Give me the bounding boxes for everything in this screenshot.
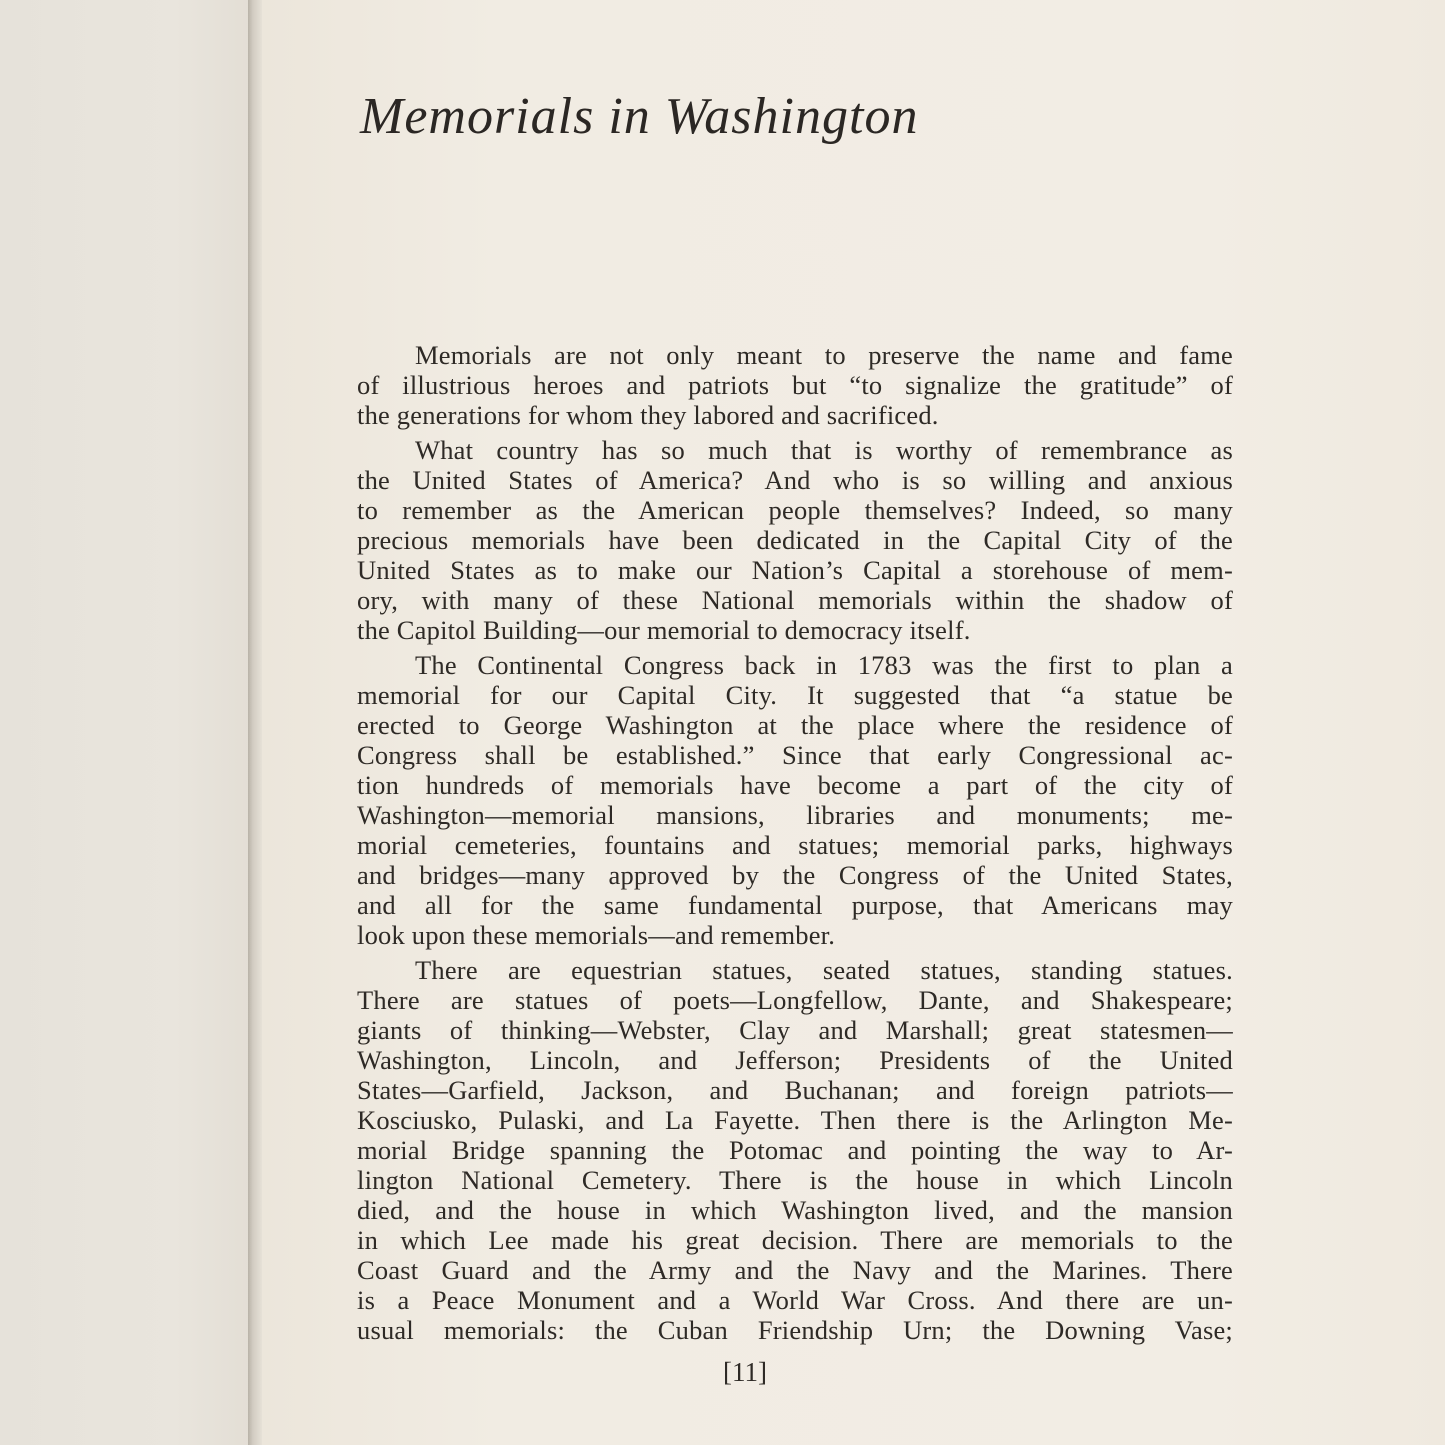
text-line: usual memorials: the Cuban Friendship Urn; the Downing Vase; — [357, 1315, 1233, 1345]
text-line: and bridges—many approved by the Congress of the United States, — [357, 860, 1233, 890]
text-line: the United States of America? And who is so willing and anxious — [357, 465, 1233, 495]
text-line: giants of thinking—Webster, Clay and Marshall; great statesmen— — [357, 1015, 1233, 1045]
text-line: memorial for our Capital City. It suggested that “a statue be — [357, 680, 1233, 710]
text-line: morial cemeteries, fountains and statues; memorial parks, highways — [357, 830, 1233, 860]
text-line: erected to George Washington at the place where the residence of — [357, 710, 1233, 740]
text-line: morial Bridge spanning the Potomac and pointing the way to Ar- — [357, 1135, 1233, 1165]
text-line: The Continental Congress back in 1783 was the first to plan a — [415, 650, 1233, 680]
body-text — [357, 340, 1233, 1350]
left-page — [0, 0, 250, 1445]
chapter-title: Memorials in Washington — [360, 88, 919, 145]
paragraph-4 — [357, 955, 1233, 1345]
text-line: look upon these memorials—and remember. — [357, 920, 836, 950]
paragraph-3 — [357, 650, 1233, 950]
text-line: States—Garfield, Jackson, and Buchanan; and foreign patriots— — [357, 1075, 1233, 1105]
text-line: United States as to make our Nation’s Capital a storehouse of mem- — [357, 555, 1233, 585]
text-line: Coast Guard and the Army and the Navy and the Marines. There — [357, 1255, 1233, 1285]
text-line: of illustrious heroes and patriots but “to signalize the gratitude” of — [357, 370, 1233, 400]
text-line: There are equestrian statues, seated statues, standing statues. — [415, 955, 1233, 985]
text-line: the Capitol Building—our memorial to democracy itself. — [357, 615, 971, 645]
book-gutter — [248, 0, 262, 1445]
text-line: Congress shall be established.” Since that early Congressional ac- — [357, 740, 1233, 770]
text-line: Washington, Lincoln, and Jefferson; Presidents of the United — [357, 1045, 1233, 1075]
text-line: died, and the house in which Washington lived, and the mansion — [357, 1195, 1233, 1225]
page-number: [11] — [723, 1357, 767, 1387]
text-line: precious memorials have been dedicated in the Capital City of the — [357, 525, 1233, 555]
text-line: to remember as the American people themselves? Indeed, so many — [357, 495, 1233, 525]
text-line: ory, with many of these National memorials within the shadow of — [357, 585, 1233, 615]
text-line: Washington—memorial mansions, libraries and monuments; me- — [357, 800, 1233, 830]
text-line: the generations for whom they labored and sacrificed. — [357, 400, 939, 430]
text-line: is a Peace Monument and a World War Cross. And there are un- — [357, 1285, 1233, 1315]
text-line: Kosciusko, Pulaski, and La Fayette. Then there is the Arlington Me- — [357, 1105, 1233, 1135]
paragraph-2 — [357, 435, 1233, 645]
text-line: Memorials are not only meant to preserve the name and fame — [415, 340, 1233, 370]
text-line: in which Lee made his great decision. There are memorials to the — [357, 1225, 1233, 1255]
text-line: and all for the same fundamental purpose, that Americans may — [357, 890, 1233, 920]
text-line: There are statues of poets—Longfellow, Dante, and Shakespeare; — [357, 985, 1233, 1015]
text-line: tion hundreds of memorials have become a part of the city of — [357, 770, 1233, 800]
paragraph-1 — [357, 340, 1233, 430]
text-line: lington National Cemetery. There is the house in which Lincoln — [357, 1165, 1233, 1195]
text-line: What country has so much that is worthy of remembrance as — [415, 435, 1233, 465]
